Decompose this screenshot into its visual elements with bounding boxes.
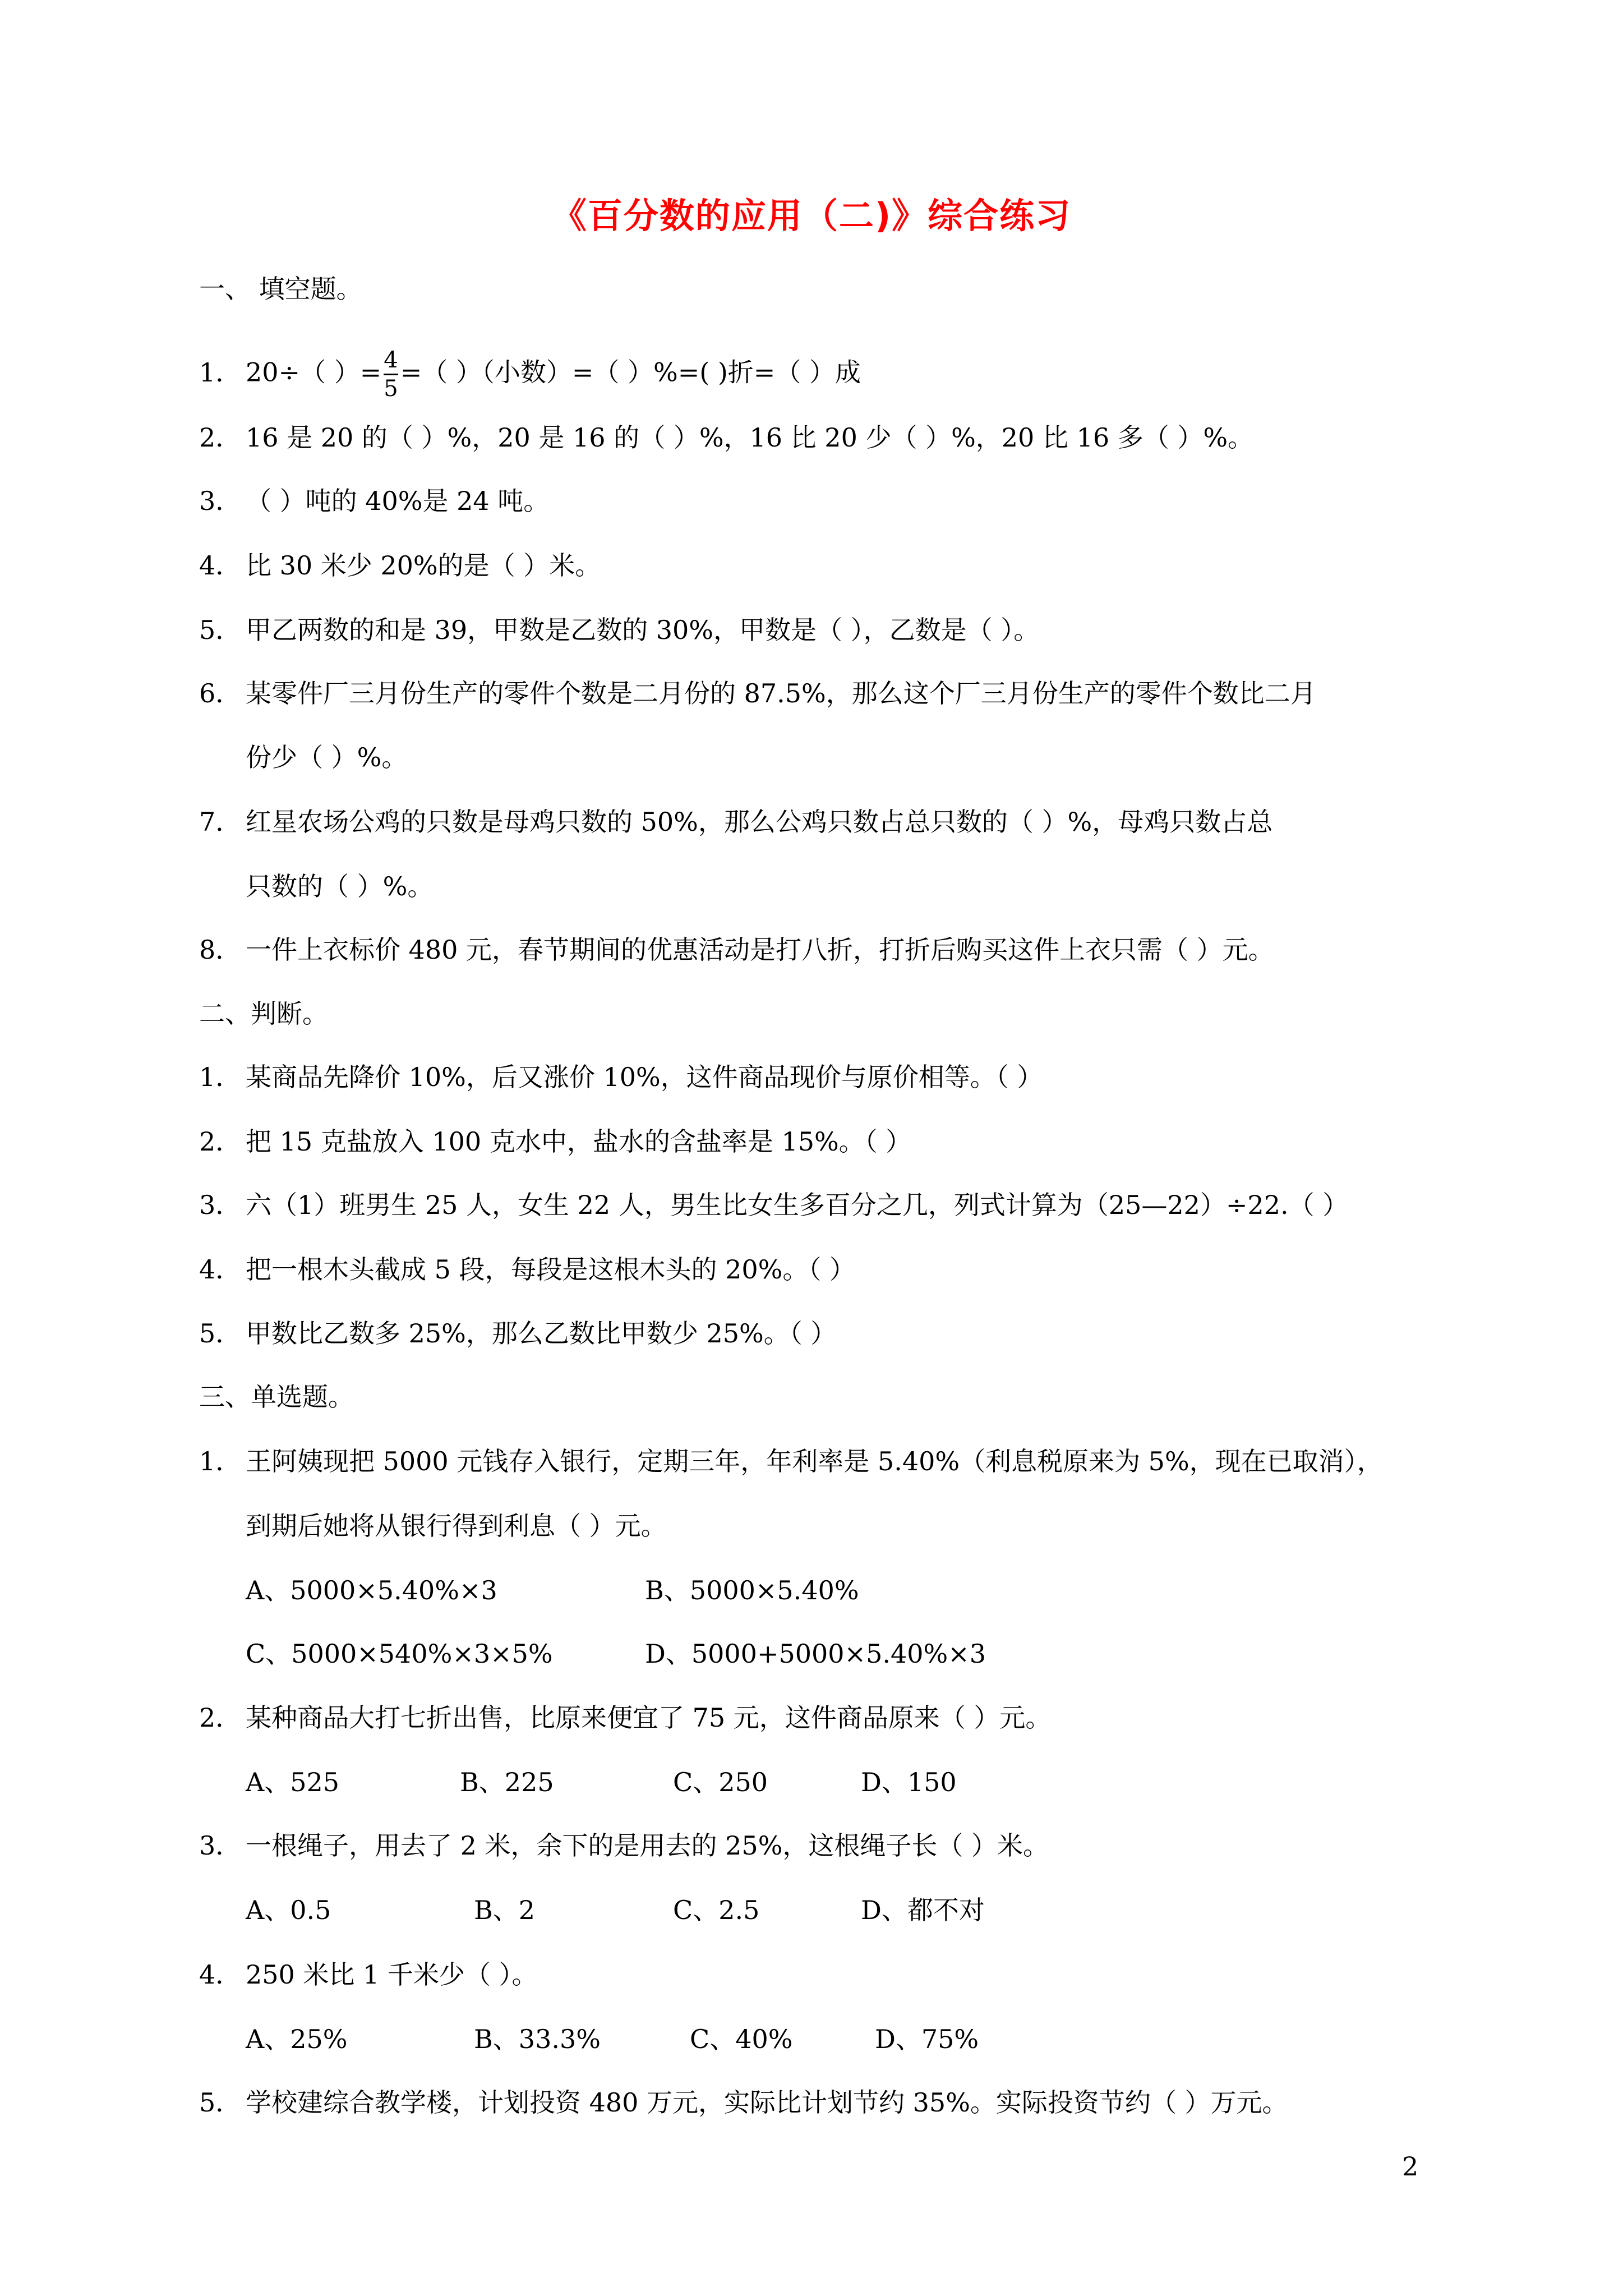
fill-question-7-continued: 只数的（ ）%。 <box>246 871 434 901</box>
question-number: 2． <box>199 422 242 453</box>
choice-question-5 <box>199 2086 1288 2119</box>
question-number: 4． <box>199 550 242 581</box>
question-number: 6． <box>199 678 242 708</box>
fill-question-5 <box>199 613 1039 647</box>
choice-question-4 <box>199 1958 538 1991</box>
section-3-heading: 三、单选题。 <box>199 1382 354 1412</box>
question-text-before-fraction: 20÷（ ）= <box>246 357 382 388</box>
option-d: D、150 <box>861 1767 957 1797</box>
question-number: 8． <box>199 935 242 965</box>
judge-question-5 <box>199 1317 836 1350</box>
question-number: 3． <box>199 1830 242 1861</box>
option-c: C、250 <box>673 1767 768 1797</box>
option-c: C、5000×540%×3×5% <box>246 1639 553 1669</box>
question-number: 1． <box>199 357 242 388</box>
question-text-line-1: 红星农场公鸡的只数是母鸡只数的 50%，那么公鸡只数占总只数的（ ）%，母鸡只数占总 <box>246 807 1273 837</box>
question-text: 甲数比乙数多 25%，那么乙数比甲数少 25%。（ ） <box>246 1318 837 1349</box>
question-text-after-fraction: =（ ）（小数）=（ ）%=( )折=（ ）成 <box>400 357 861 388</box>
fill-question-1 <box>199 347 861 402</box>
option-a: A、5000×5.40%×3 <box>246 1575 497 1605</box>
option-c: C、40% <box>690 2024 793 2054</box>
question-number: 1． <box>199 1062 242 1092</box>
judge-question-4 <box>199 1253 855 1286</box>
option-c: C、2.5 <box>673 1895 760 1925</box>
worksheet-title: 《百分数的应用（二)》综合练习 <box>551 195 1072 236</box>
page-number: 2 <box>1402 2151 1419 2182</box>
section-2-heading: 二、判断。 <box>199 999 328 1029</box>
question-text: 把 15 克盐放入 100 克水中，盐水的含盐率是 15%。（ ） <box>246 1126 912 1157</box>
question-text: 某商品先降价 10%，后又涨价 10%，这件商品现价与原价相等。（ ） <box>246 1062 1043 1092</box>
question-number: 5． <box>199 1318 242 1349</box>
fill-question-4 <box>199 549 601 582</box>
fill-question-8 <box>199 933 1274 967</box>
question-text: 250 米比 1 千米少（ ）。 <box>246 1959 538 1990</box>
option-b: B、5000×5.40% <box>645 1575 859 1605</box>
question-number: 1． <box>199 1446 242 1476</box>
question-text: 六（1）班男生 25 人，女生 22 人，男生比女生多百分之几，列式计算为（25—22）÷22.（ ） <box>246 1190 1349 1220</box>
judge-question-1 <box>199 1060 1043 1094</box>
choice-question-1 <box>199 1444 1383 1478</box>
question-text: 比 30 米少 20%的是（ ）米。 <box>246 550 601 581</box>
question-number: 7． <box>199 807 242 837</box>
fill-question-6-continued: 份少（ ）%。 <box>246 742 408 772</box>
section-1-heading: 一、 填空题。 <box>199 274 362 304</box>
choice-question-3 <box>199 1829 1049 1862</box>
option-a: A、25% <box>246 2024 348 2054</box>
fraction-numerator: 4 <box>384 347 398 373</box>
question-text: 某种商品大打七折出售，比原来便宜了 75 元，这件商品原来（ ）元。 <box>246 1703 1052 1733</box>
question-text: 一根绳子，用去了 2 米，余下的是用去的 25%，这根绳子长（ ）米。 <box>246 1830 1049 1861</box>
question-number: 2． <box>199 1126 242 1157</box>
option-a: A、525 <box>246 1767 340 1797</box>
option-a: A、0.5 <box>246 1895 331 1925</box>
question-number: 3． <box>199 1190 242 1220</box>
choice-question-1-continued: 到期后她将从银行得到利息（ ）元。 <box>246 1511 667 1541</box>
judge-question-3 <box>199 1188 1348 1222</box>
option-b: B、225 <box>460 1767 554 1797</box>
question-number: 5． <box>199 615 242 645</box>
fill-question-6 <box>199 677 1316 710</box>
judge-question-2 <box>199 1125 911 1158</box>
question-text: 甲乙两数的和是 39，甲数是乙数的 30%，甲数是（ ），乙数是（ ）。 <box>246 615 1040 645</box>
question-number: 4． <box>199 1959 242 1990</box>
question-text: （ ）吨的 40%是 24 吨。 <box>246 486 550 516</box>
option-b: B、2 <box>474 1895 536 1925</box>
question-text-line-1: 王阿姨现把 5000 元钱存入银行，定期三年，年利率是 5.40%（利息税原来为 5%，现在已取消）， <box>246 1446 1383 1476</box>
choice-question-2 <box>199 1701 1051 1734</box>
question-number: 2． <box>199 1703 242 1733</box>
question-number: 3． <box>199 486 242 516</box>
question-text-line-1: 某零件厂三月份生产的零件个数是二月份的 87.5%，那么这个厂三月份生产的零件个数比二月 <box>246 678 1316 708</box>
option-d: D、都不对 <box>861 1895 985 1925</box>
question-text: 把一根木头截成 5 段，每段是这根木头的 20%。（ ） <box>246 1254 855 1285</box>
question-text: 16 是 20 的（ ）%，20 是 16 的（ ）%，16 比 20 少（ ）%，20 比 16 多（ ）%。 <box>246 422 1254 453</box>
fill-question-3 <box>199 484 549 518</box>
question-text: 学校建综合教学楼，计划投资 480 万元，实际比计划节约 35%。实际投资节约（ ）万元。 <box>246 2087 1288 2118</box>
fill-question-2 <box>199 421 1253 454</box>
option-d: D、75% <box>875 2024 979 2054</box>
fraction-denominator: 5 <box>384 374 398 402</box>
fill-question-7 <box>199 805 1272 839</box>
option-d: D、5000+5000×5.40%×3 <box>645 1639 986 1669</box>
question-number: 4． <box>199 1254 242 1285</box>
question-number: 5． <box>199 2087 242 2118</box>
option-b: B、33.3% <box>474 2024 601 2054</box>
fraction <box>384 347 398 402</box>
question-text: 一件上衣标价 480 元，春节期间的优惠活动是打八折，打折后购买这件上衣只需（ ）元。 <box>246 935 1274 965</box>
